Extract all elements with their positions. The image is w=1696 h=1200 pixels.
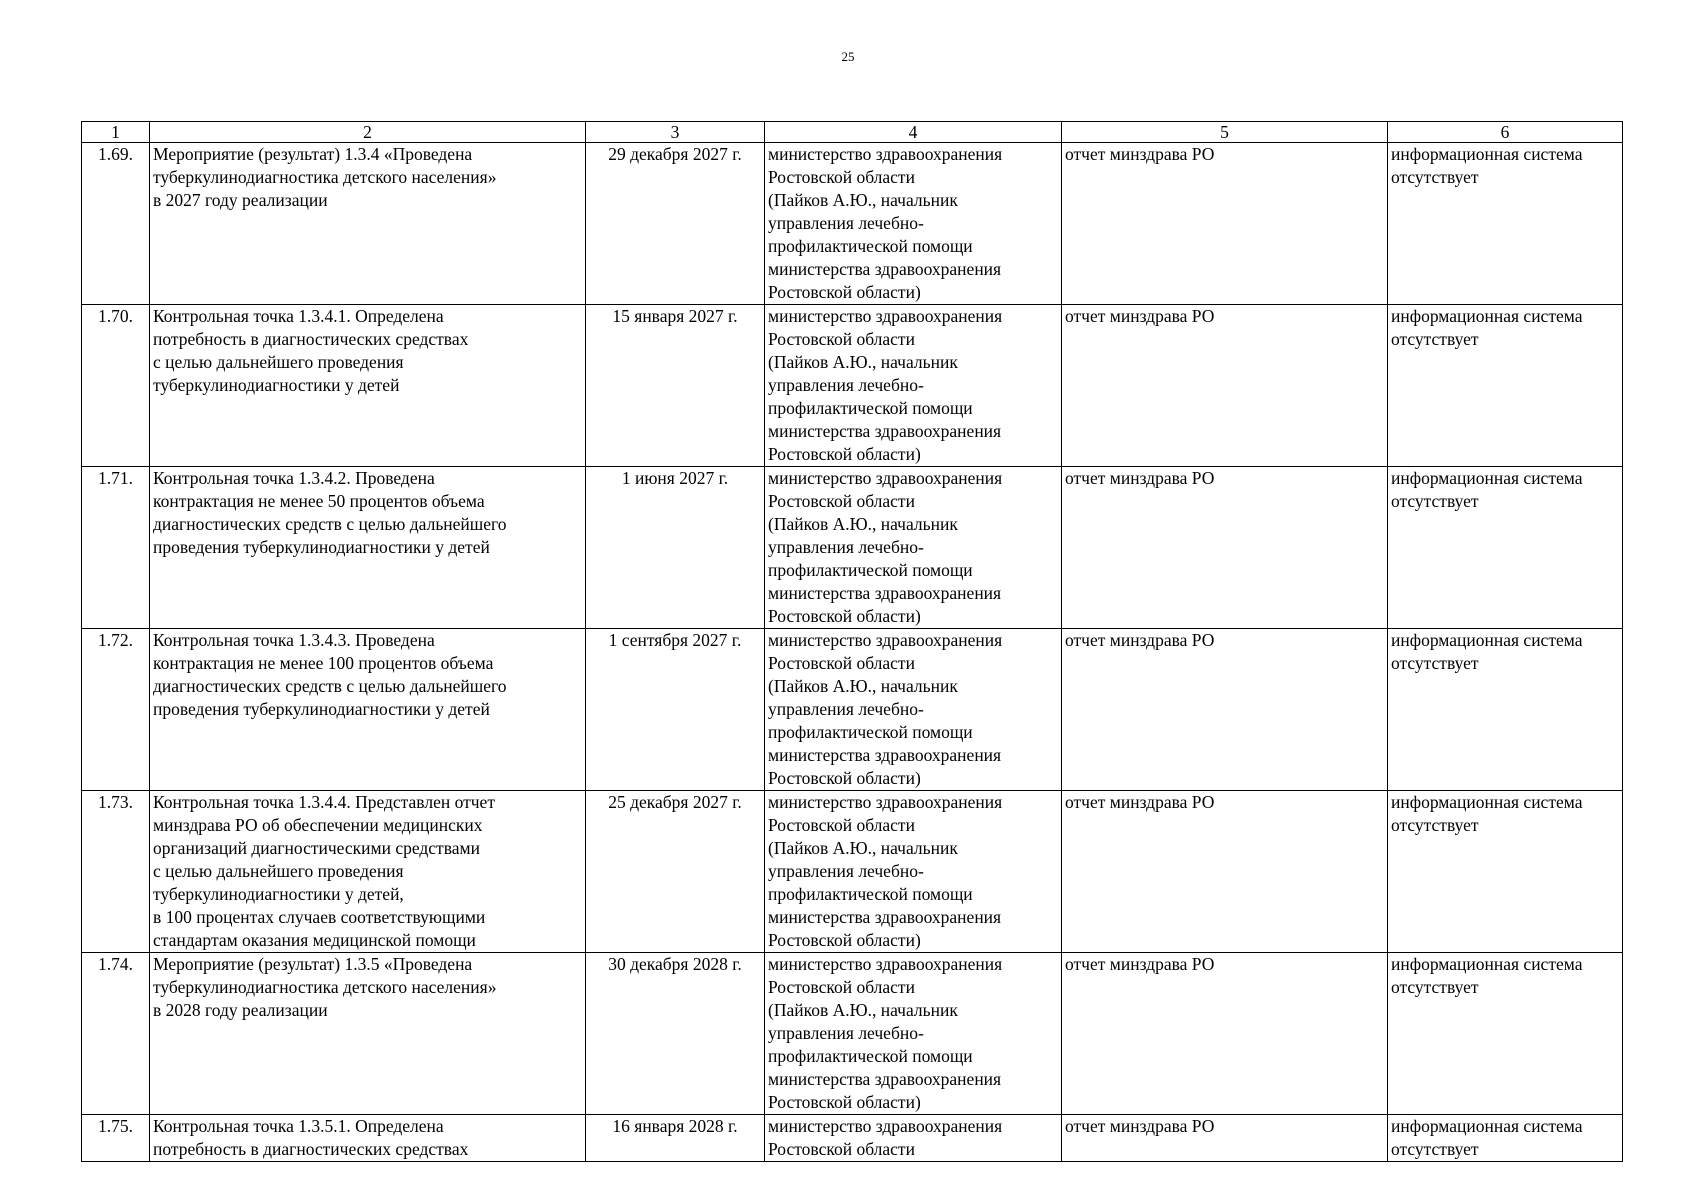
row-number: 1.73. (82, 791, 150, 953)
date-cell: 15 января 2027 г. (586, 305, 765, 467)
column-header: 5 (1062, 122, 1388, 143)
info-system-cell: информационная система отсутствует (1388, 467, 1623, 629)
row-number: 1.72. (82, 629, 150, 791)
responsible-cell: министерство здравоохранения Ростовской области (765, 1115, 1062, 1162)
document-cell: отчет минздрава РО (1062, 953, 1388, 1115)
implementation-plan-table (81, 121, 1623, 1162)
responsible-cell: министерство здравоохранения Ростовской области (Пайков А.Ю., начальник управления лечебно- профилактической помощи министерства здравоохранения Ростовской области) (765, 953, 1062, 1115)
info-system-cell: информационная система отсутствует (1388, 953, 1623, 1115)
row-number: 1.75. (82, 1115, 150, 1162)
responsible-cell: министерство здравоохранения Ростовской области (Пайков А.Ю., начальник управления лечебно- профилактической помощи министерства здравоохранения Ростовской области) (765, 791, 1062, 953)
column-number-row (82, 122, 1623, 143)
event-cell: Мероприятие (результат) 1.3.5 «Проведена туберкулинодиагностика детского населения» в 2028 году реализации (150, 953, 586, 1115)
event-cell: Контрольная точка 1.3.4.1. Определена потребность в диагностических средствах с целью дальнейшего проведения туберкулинодиагностики у детей (150, 305, 586, 467)
date-cell: 29 декабря 2027 г. (586, 143, 765, 305)
date-cell: 1 сентября 2027 г. (586, 629, 765, 791)
document-cell: отчет минздрава РО (1062, 467, 1388, 629)
date-cell: 16 января 2028 г. (586, 1115, 765, 1162)
event-cell: Контрольная точка 1.3.5.1. Определена потребность в диагностических средствах (150, 1115, 586, 1162)
column-header: 6 (1388, 122, 1623, 143)
event-cell: Мероприятие (результат) 1.3.4 «Проведена туберкулинодиагностика детского населения» в 2027 году реализации (150, 143, 586, 305)
document-cell: отчет минздрава РО (1062, 629, 1388, 791)
page-number: 25 (841, 49, 855, 64)
responsible-cell: министерство здравоохранения Ростовской области (Пайков А.Ю., начальник управления лечебно- профилактической помощи министерства здравоохранения Ростовской области) (765, 629, 1062, 791)
table-row (82, 305, 1623, 467)
column-header: 1 (82, 122, 150, 143)
column-header: 3 (586, 122, 765, 143)
date-cell: 25 декабря 2027 г. (586, 791, 765, 953)
info-system-cell: информационная система отсутствует (1388, 1115, 1623, 1162)
table-row (82, 791, 1623, 953)
info-system-cell: информационная система отсутствует (1388, 143, 1623, 305)
column-header: 4 (765, 122, 1062, 143)
event-cell: Контрольная точка 1.3.4.2. Проведена контрактация не менее 50 процентов объема диагностических средств с целью дальнейшего проведения туберкулинодиагностики у детей (150, 467, 586, 629)
table-row (82, 1115, 1623, 1162)
event-cell: Контрольная точка 1.3.4.4. Представлен отчет минздрава РО об обеспечении медицинских организаций диагностическими средствами с целью дальнейшего проведения туберкулинодиагностики у детей, в 100 процентах случаев соответствующими стандартам оказания медицинской помощи (150, 791, 586, 953)
info-system-cell: информационная система отсутствует (1388, 791, 1623, 953)
info-system-cell: информационная система отсутствует (1388, 305, 1623, 467)
document-cell: отчет минздрава РО (1062, 1115, 1388, 1162)
info-system-cell: информационная система отсутствует (1388, 629, 1623, 791)
column-header: 2 (150, 122, 586, 143)
row-number: 1.71. (82, 467, 150, 629)
responsible-cell: министерство здравоохранения Ростовской области (Пайков А.Ю., начальник управления лечебно- профилактической помощи министерства здравоохранения Ростовской области) (765, 143, 1062, 305)
table-row (82, 629, 1623, 791)
date-cell: 1 июня 2027 г. (586, 467, 765, 629)
table-row (82, 143, 1623, 305)
responsible-cell: министерство здравоохранения Ростовской области (Пайков А.Ю., начальник управления лечебно- профилактической помощи министерства здравоохранения Ростовской области) (765, 467, 1062, 629)
date-cell: 30 декабря 2028 г. (586, 953, 765, 1115)
row-number: 1.69. (82, 143, 150, 305)
responsible-cell: министерство здравоохранения Ростовской области (Пайков А.Ю., начальник управления лечебно- профилактической помощи министерства здравоохранения Ростовской области) (765, 305, 1062, 467)
table-row (82, 467, 1623, 629)
document-cell: отчет минздрава РО (1062, 143, 1388, 305)
row-number: 1.70. (82, 305, 150, 467)
table-row (82, 953, 1623, 1115)
event-cell: Контрольная точка 1.3.4.3. Проведена контрактация не менее 100 процентов объема диагностических средств с целью дальнейшего проведения туберкулинодиагностики у детей (150, 629, 586, 791)
row-number: 1.74. (82, 953, 150, 1115)
document-cell: отчет минздрава РО (1062, 791, 1388, 953)
document-cell: отчет минздрава РО (1062, 305, 1388, 467)
